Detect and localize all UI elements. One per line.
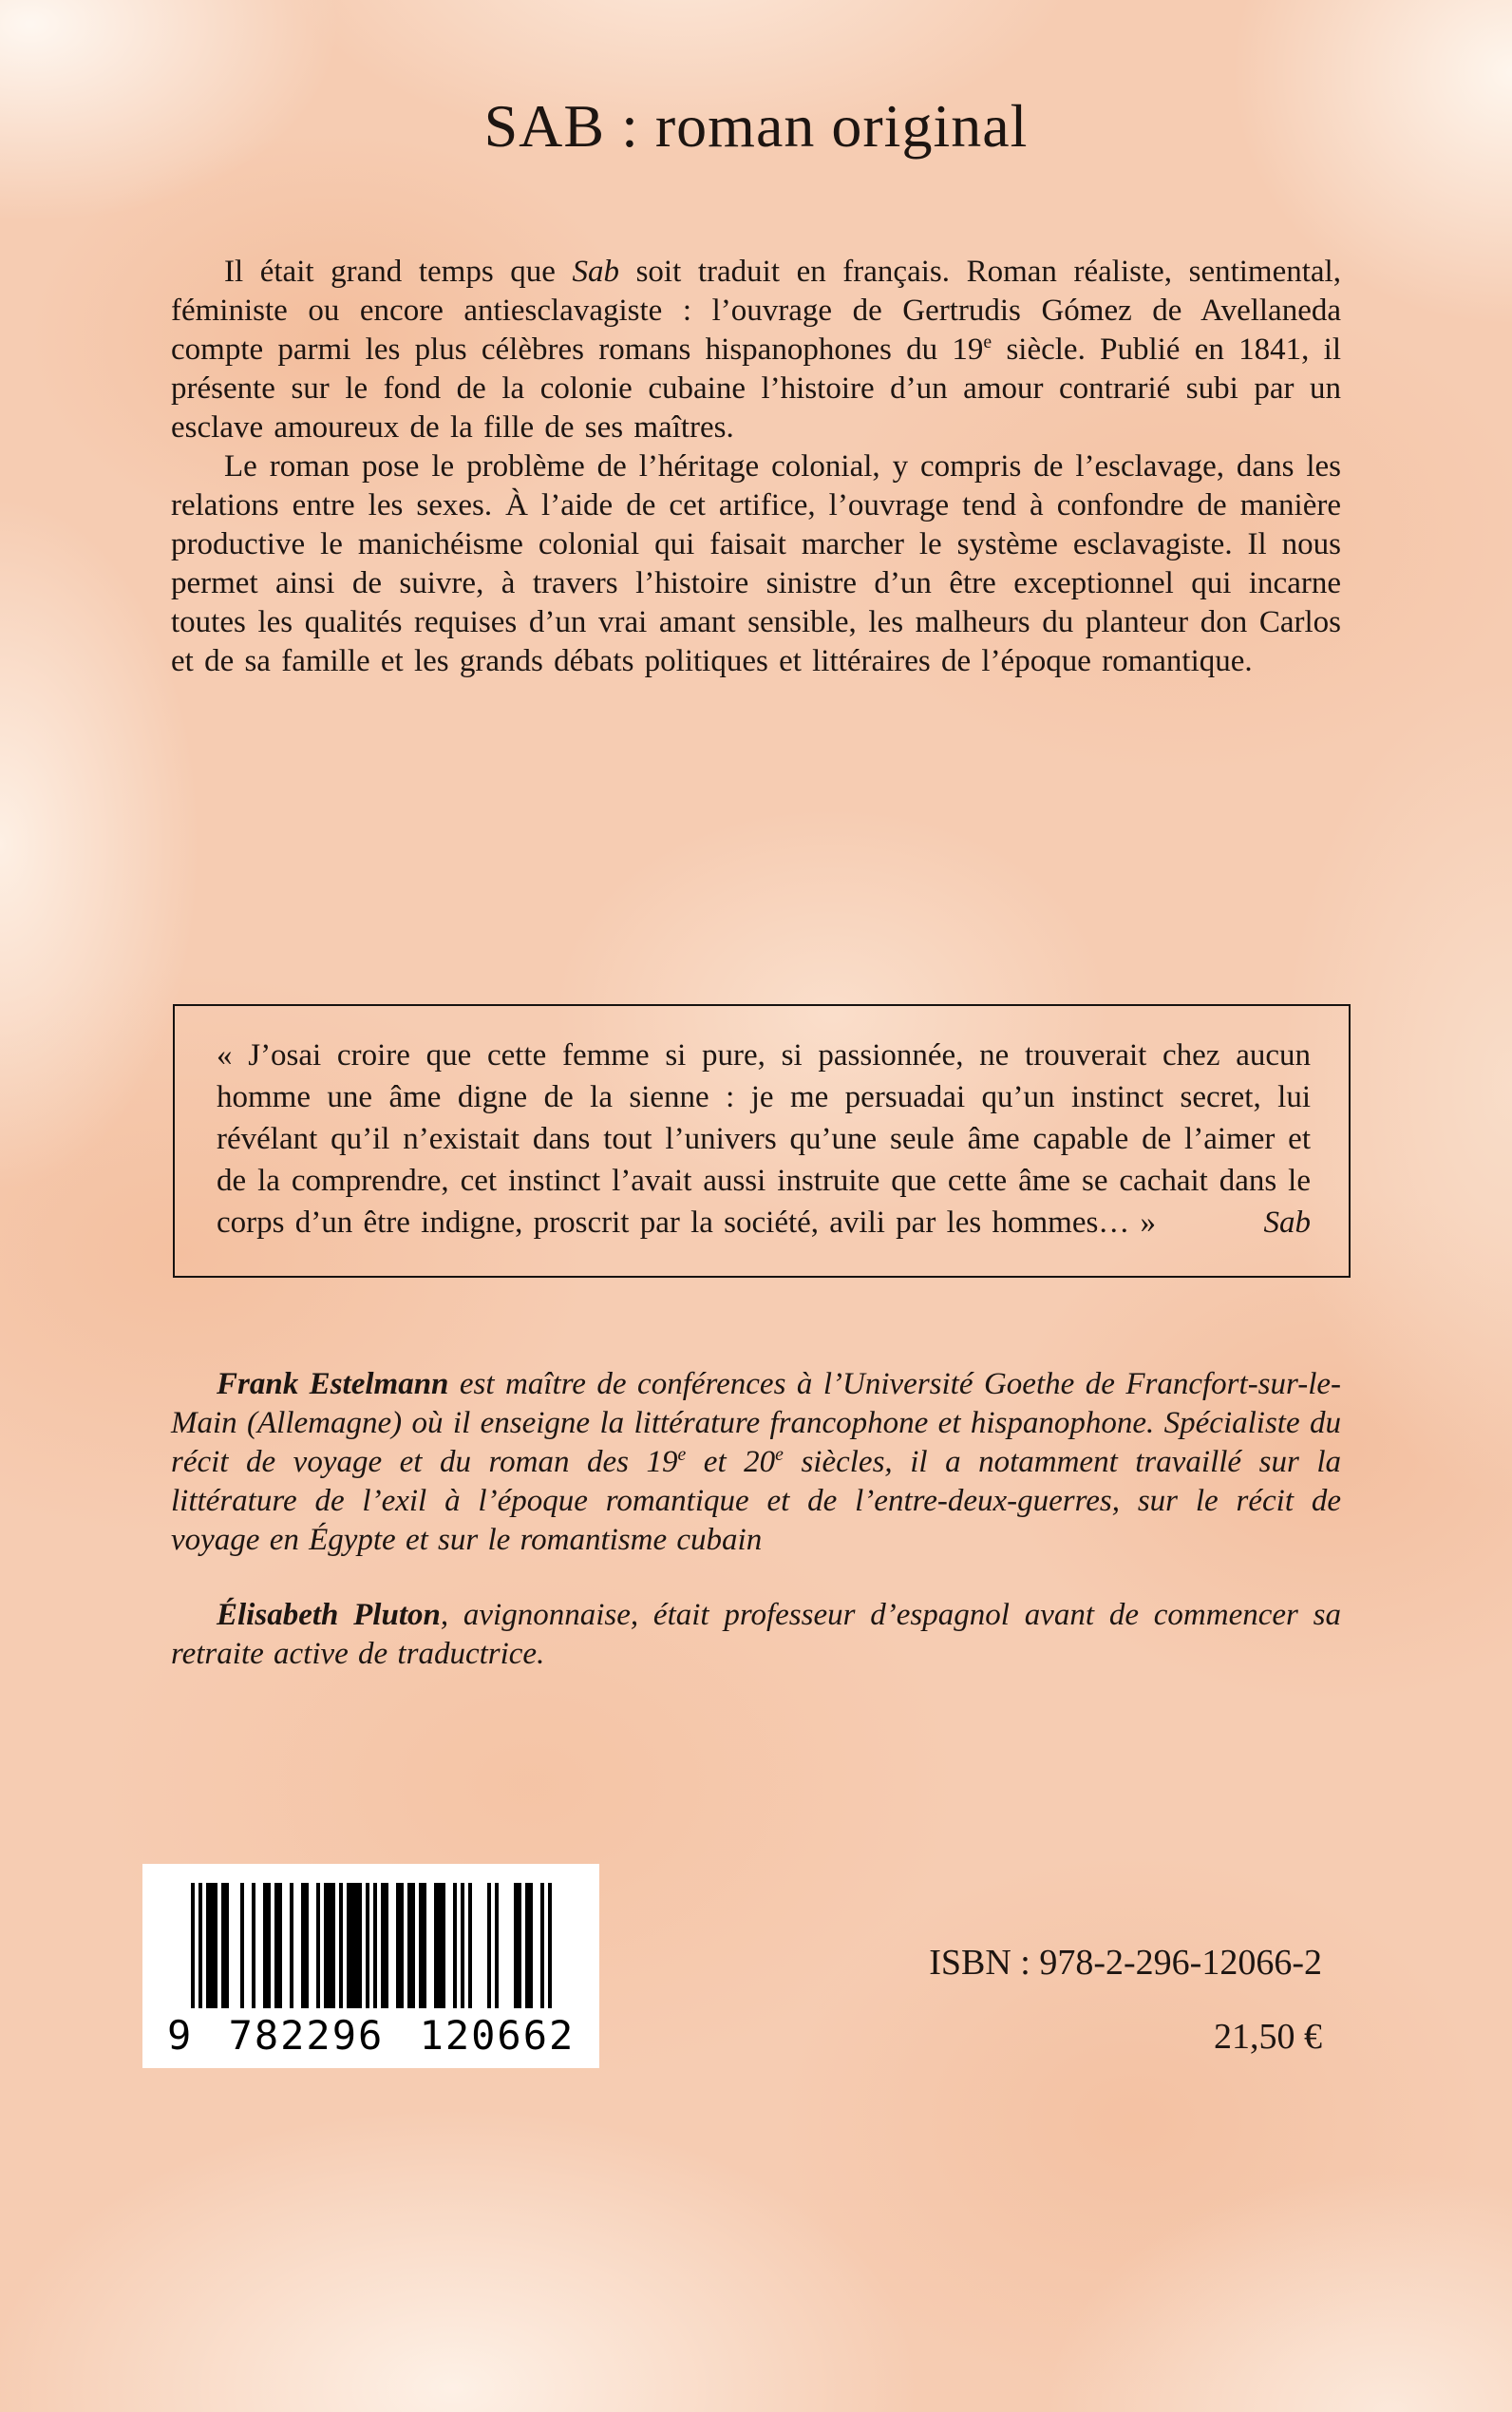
author-bio-pluton: Élisabeth Pluton, avignonnaise, était professeur d’espagnol avant de commencer sa retraite active de traductrice.: [171, 1598, 1341, 1671]
synopsis-paragraph: Il était grand temps que Sab soit traduit en français. Roman réaliste, sentimental, féministe ou encore antiesclavagiste : l’ouvrage de Gertrudis Gómez de Avellaneda compte parmi les plus célèbres romans hispanophones du 19e siècle. Publié en 1841, il présente sur le fond de la colonie cubaine l’histoire d’un amour contrarié subi par un esclave amoureux de la fille de ses maîtres.: [171, 255, 1342, 445]
quote-text: « J’osai croire que cette femme si pure, si passionnée, ne trouverait chez aucun homme une âme digne de la sienne : je me persuadai qu’un instinct secret, lui révélant qu’il n’existait dans tout l’univers qu’une seule âme capable de l’aimer et de la comprendre, cet instinct l’avait aussi instruite que cette âme se cachait dans le corps d’un être indigne, proscrit par la société, avili par les hommes… »: [217, 1038, 1311, 1240]
pricing-block: [929, 1945, 1322, 2068]
isbn-text: ISBN : 978-2-296-12066-2: [929, 1943, 1322, 1983]
author-bio-estelmann: Frank Estelmann est maître de conférences à l’Université Goethe de Francfort-sur-le-Main (Allemagne) où il enseigne la littérature francophone et hispanophone. Spécialiste du récit de voyage et du roman des 19e et 20e siècles, il a notamment travaillé sur la littérature de l’exil à l’époque romantique et de l’entre-deux-guerres, sur le récit de voyage en Égypte et sur le romantisme cubain: [171, 1367, 1342, 1557]
price-text: 21,50 €: [1214, 2017, 1322, 2057]
synopsis-paragraph: Le roman pose le problème de l’héritage colonial, y compris de l’esclavage, dans les relations entre les sexes. À l’aide de cet artifice, l’ouvrage tend à confondre de manière productive le manichéisme colonial qui faisait marcher le système esclavagiste. Il nous permet ainsi de suivre, à travers l’histoire sinistre d’un être exceptionnel qui incarne toutes les qualités requises d’un vrai amant sensible, les malheurs du planteur don Carlos et de sa famille et les grands débats politiques et littéraires de l’époque romantique.: [171, 449, 1341, 678]
book-title: SAB : roman original: [483, 92, 1029, 160]
quote-box: [173, 1004, 1351, 1278]
quote-attribution: Sab: [1263, 1206, 1311, 1240]
barcode-digits: 9 782296 120662: [167, 2012, 576, 2059]
barcode-bars: [191, 1883, 552, 2008]
footer: [142, 1864, 1322, 2068]
synopsis-block: [171, 253, 1341, 681]
author-bios: [171, 1365, 1341, 1674]
barcode: [142, 1864, 599, 2068]
